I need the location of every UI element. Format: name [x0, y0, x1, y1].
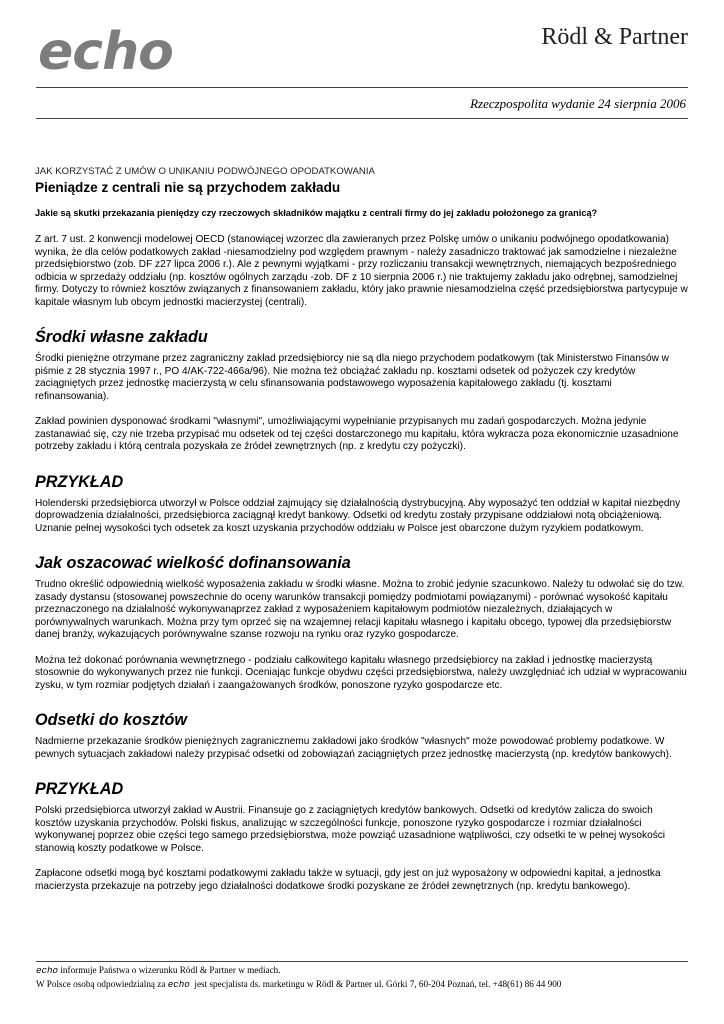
paragraph: Zapłacone odsetki mogą być kosztami podatkowymi zakładu także w sytuacji, gdy jest on już wyposażony w odpowiedni kapitał, a jednostka macierzysta przekazuje na potrzeby jego działalności dodatkowe środki pozyskane ze źródeł zewnętrznych (np. kredytu bankowego).	[35, 868, 661, 892]
paragraph: Można też dokonać porównania wewnętrznego - podziału całkowitego kapitału własnego przedsiębiorcy na zakład i jednostkę macierzystą stosownie do wykonywanych przez nie funkcji. Oceniając funkcje obydwu części przedsiębiorstwa, należy uwzględniać ich udział w wypracowaniu zysku, w tym rozmiar podjętych działań i zaangażowanych środków, ponoszone ryzyko gospodarcze etc.	[35, 654, 687, 691]
article-kicker: JAK KORZYSTAĆ Z UMÓW O UNIKANIU PODWÓJNEGO OPODATKOWANIA	[35, 166, 375, 177]
footer	[36, 964, 688, 991]
footer-line-2	[36, 978, 688, 992]
section-heading-own-funds: Środki własne zakładu	[35, 328, 208, 346]
header-rule-top	[36, 87, 688, 88]
footer-rule	[36, 961, 688, 962]
footer-line-1	[36, 964, 688, 978]
paragraph: Nadmierne przekazanie środków pieniężnych zagranicznemu zakładowi jako środków "własnych" może powodować problemy podatkowe. W pewnych sytuacjach zakładowi należy przypisać odsetki od zobowiązań zaciągniętych przez jednostkę macierzystą (np. kredytów bankowych).	[35, 736, 672, 760]
paragraph: Trudno określić odpowiednią wielkość wyposażenia zakładu w środki własne. Można to zrobić jedynie szacunkowo. Należy tu odwołać się do tzw. zasady dystansu (stosowanej powszechnie do oceny warunków transakcji pomiędzy podmiotami powiązanymi) - porównać wysokość kapitału przeznaczonego na działalność wykonywanąprzez zakład z wyposażeniem kapitałowym podmiotów niezależnych, działających w porównywalnych warunkach. Można przy tym oprzeć się na wzajemnej relacji kapitału własnego i kapitału obcego, typowej dla przedsiębiorstw danej branży, wykazujących porównywalne szanse rozwoju na rynku oraz ryzyko gospodarcze.	[35, 579, 685, 640]
footer-text: informuje Państwa o wizerunku Rödl & Partner w mediach.	[58, 965, 281, 975]
footer-text: W Polsce osobą odpowiedzialną za	[36, 978, 168, 989]
footer-echo-mark: echo	[167, 978, 190, 990]
header-rule-bottom	[36, 118, 688, 119]
paragraph: Zakład powinien dysponować środkami "własnymi", umożliwiającymi wypełnianie przypisanych mu zadań gospodarczych. Można jedynie zastanawiać się, czy nie trzeba przypisać mu odsetek od tej części dostarczonego mu kapitału, która wykracza poza ekonomicznie uzasadnione potrzeby zakładu i którą centrala pozyskała ze źródeł zewnętrznych (np. z kredytu czy pożyczki).	[35, 416, 679, 452]
section-heading-estimate: Jak oszacować wielkość dofinansowania	[35, 554, 351, 572]
article-title: Pieniądze z centrali nie są przychodem zakładu	[35, 180, 341, 195]
article-lead: Jakie są skutki przekazania pieniędzy czy rzeczowych składników majątku z centrali firmy do jej zakładu położonego za granicą?	[35, 208, 598, 218]
footer-text: jest specjalista ds. marketingu w Rödl & Partner ul. Górki 7, 60-204 Poznań, tel. +48(61) 86 44 900	[189, 978, 562, 989]
paragraph: Holenderski przedsiębiorca utworzył w Polsce oddział zajmujący się działalnością dystrybucyjną. Aby wyposażyć ten oddział w kapitał niezbędny doprowadzenia działalności, przedsiębiorca zaciągnął kredyt bankowy. Odsetki od kredytu zostały przypisane oddziałowi notą obciążeniową. Uznanie pełnej wysokości tych odsetek za koszt uzyskania przychodów oddziału w Polsce jest obarczone dużym ryzykiem podatkowym.	[35, 497, 681, 534]
footer-echo-mark: echo	[36, 965, 59, 976]
paragraph: Polski przedsiębiorca utworzył zakład w Austrii. Finansuje go z zaciągniętych kredytów bankowych. Odsetki od kredytów zalicza do swoich kosztów uzyskania przychodów. Polski fiskus, analizując w szczególności funkcje, ponoszone ryzyko gospodarcze i rozmiar działalności wykonywanej poprzez obie części tego samego przedsiębiorstwa, może powziąć uzasadnione wątpliwości, czy odsetki te w pełnej wysokości stanowią koszty podatkowe w Polsce.	[35, 805, 666, 854]
brand-name: Rödl & Partner	[541, 24, 688, 50]
section-heading-example-2: PRZYKŁAD	[35, 780, 124, 798]
paragraph: Środki pieniężne otrzymane przez zagraniczny zakład przedsiębiorcy nie są dla niego przychodem podatkowym (tak Ministerstwo Finansów w piśmie z 28 stycznia 1997 r., PO 4/AK-722-466a/96). Nie można też obciążać zakładu np. kosztami odsetek od pożyczek czy kredytów zaciągniętych przez jednostkę macierzystą w celu sfinansowania podstawowego wyposażenia kapitałowego zakładu (tj. kosztami refinansowania).	[35, 353, 669, 402]
article	[35, 166, 688, 893]
section-heading-example-1: PRZYKŁAD	[35, 472, 124, 491]
source-publication: Rzeczpospolita wydanie 24 sierpnia 2006	[470, 96, 686, 111]
intro-paragraph: Z art. 7 ust. 2 konwencji modelowej OECD (stanowiącej wzorzec dla zawieranych przez Polskę umów o unikaniu podwójnego opodatkowania) wynika, że dla celów podatkowych zakład -niesamodzielny pod względem prawnym - należy zasadniczo traktować jak samodzielne i niezależne przedsiębiorstwo (zob. DF z27 lipca 2006 r.). Ale z pewnymi wyjątkami - przy rozliczaniu transakcji wewnętrznych, niemających bezpośredniego odbicia w sprzedaży oddziału (np. kosztów ogólnych zarządu -zob. DF z 10 sierpnia 2006 r.) nie traktujemy zakładu jako odrębnej, samodzielnej firmy. Dotyczy to również kosztów związanych z finansowaniem zakładu, który jako prawnie niesamodzielna część przedsiębiorstwa partycypuje w kapitale własnym lub obcym jednostki macierzystej (centrali).	[35, 234, 688, 308]
section-heading-interest: Odsetki do kosztów	[35, 711, 188, 729]
echo-logo: echo	[38, 22, 173, 82]
